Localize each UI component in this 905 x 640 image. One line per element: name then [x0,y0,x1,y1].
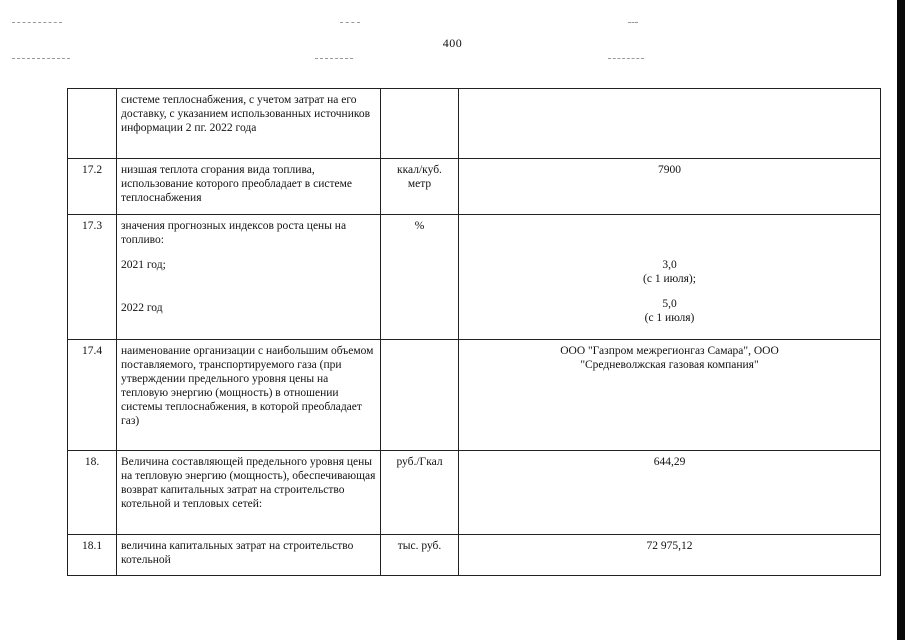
page-number: 400 [442,36,463,50]
sub-item-label: 2022 год [121,302,163,314]
sub-item-label: 2021 год; [121,259,166,271]
row-unit: ккал/куб. метр [381,159,459,215]
row-value: 72 975,12 [459,535,881,576]
scan-edge [897,0,905,640]
row-description-text: значения прогнозных индексов роста цены на топливо: [121,220,347,246]
scan-artifact [340,22,360,24]
sub-item-note: (с 1 июля) [644,312,695,324]
scan-artifact [628,22,638,24]
row-unit: тыс. руб. [381,535,459,576]
row-description: системе теплоснабжения, с учетом затрат на его доставку, с указанием использованных источников информации 2 пг. 2022 года [117,89,381,159]
row-number: 18. [68,451,117,535]
data-table [67,88,881,576]
row-value [459,215,881,340]
row-number: 17.2 [68,159,117,215]
scan-artifact [315,58,353,60]
row-description [117,215,381,340]
table-row [68,159,881,215]
row-value [459,340,881,451]
row-unit [381,89,459,159]
row-description: Величина составляющей предельного уровня цены на тепловую энергию (мощность), обеспечивающая возврат капитальных затрат на строительство котельной и тепловых сетей: [117,451,381,535]
row-description: наименование организации с наибольшим объемом поставляемого, транспортируемого газа (при утверждении предельного уровня цены на тепловую энергию (мощность) в отношении системы теплоснабжения, в которой преобладает газ) [117,340,381,451]
sub-item-note: (с 1 июля); [643,273,696,285]
row-value [459,89,881,159]
row-value-line: "Средневолжская газовая компания" [580,359,759,371]
row-value: 644,29 [459,451,881,535]
row-value-line: ООО "Газпром межрегионгаз Самара", ООО [560,345,779,357]
row-number: 18.1 [68,535,117,576]
row-value: 7900 [459,159,881,215]
row-number [68,89,117,159]
table-row [68,89,881,159]
row-unit: руб./Гкал [381,451,459,535]
row-number: 17.3 [68,215,117,340]
sub-item-value: 5,0 [662,298,677,310]
row-number: 17.4 [68,340,117,451]
scan-artifact [12,22,62,24]
row-unit: % [381,215,459,340]
scan-artifact [608,58,644,60]
table-row [68,451,881,535]
table-row [68,340,881,451]
sub-item-value: 3,0 [662,259,677,271]
scan-artifact [12,58,70,60]
table-row [68,215,881,340]
row-unit [381,340,459,451]
table-row [68,535,881,576]
row-description: величина капитальных затрат на строительство котельной [117,535,381,576]
row-description: низшая теплота сгорания вида топлива, использование которого преобладает в системе теплоснабжения [117,159,381,215]
